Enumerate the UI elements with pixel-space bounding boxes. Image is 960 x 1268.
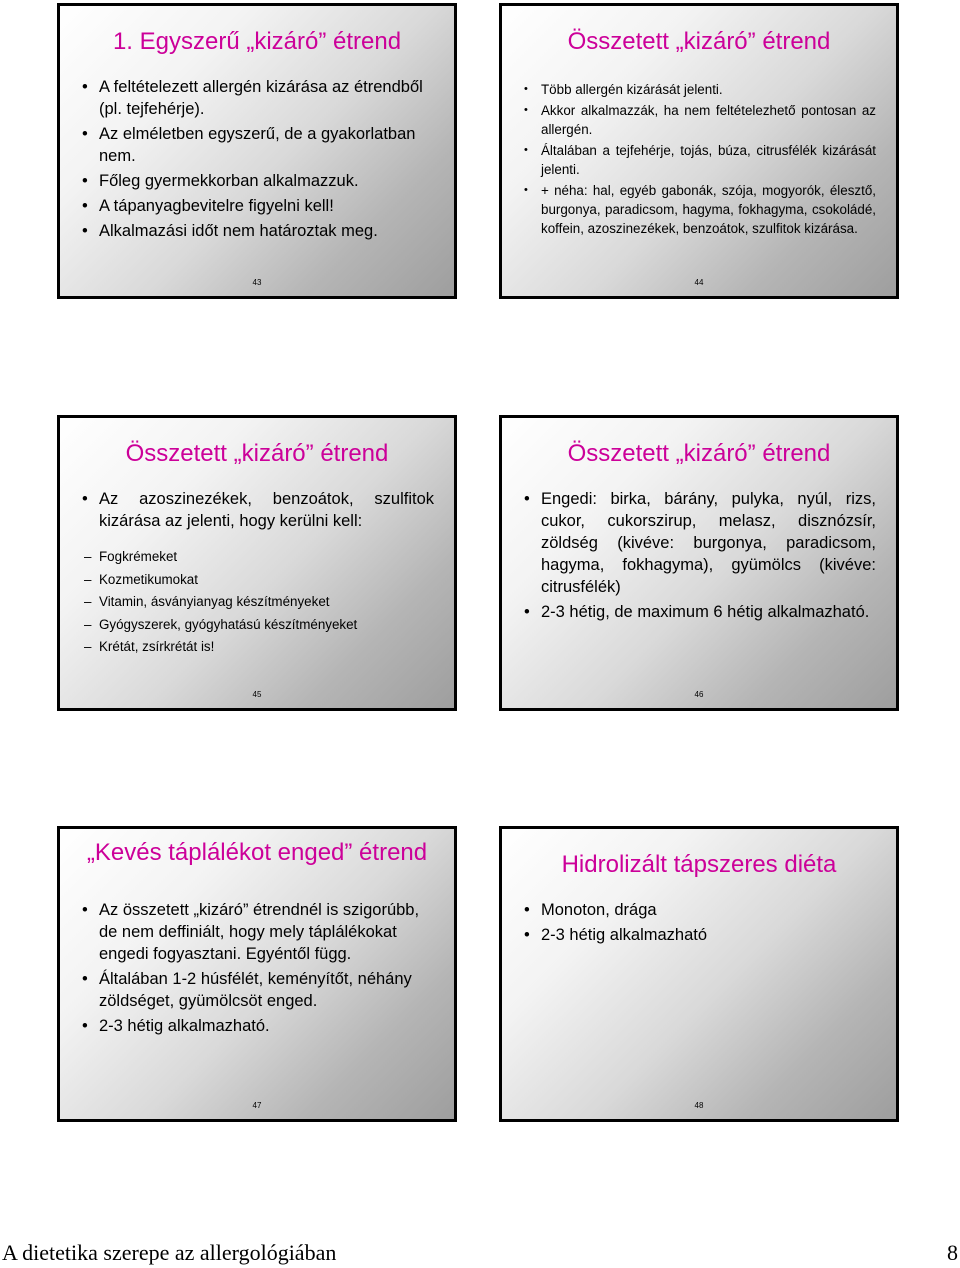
sub-item: – Fogkrémeket: [82, 546, 434, 569]
slide-title: Összetett „kizáró” étrend: [125, 440, 389, 467]
bullet-item: • 2-3 hétig, de maximum 6 hétig alkalmazható.: [524, 601, 876, 623]
slide-number: 45: [252, 690, 262, 699]
slide-45: [57, 415, 457, 711]
slide-number: 44: [694, 278, 704, 287]
bullet-item: • Általában 1-2 húsfélét, keményítőt, néhány zöldséget, gyümölcsöt enged.: [82, 968, 434, 1012]
bullet-item: • Általában a tejfehérje, tojás, búza, citrusfélék kizárását jelenti.: [524, 141, 876, 179]
sub-item: – Gyógyszerek, gyógyhatású készítményeket: [82, 614, 434, 637]
page-number: 8: [947, 1240, 958, 1265]
slide-body: [524, 488, 876, 626]
slide-47: [57, 826, 457, 1122]
bullet-item: • Több allergén kizárását jelenti.: [524, 80, 876, 99]
bullet-item: • Az összetett „kizáró” étrendnél is szigorúbb, de nem deffiniált, hogy mely táplálékokat engedi fogyasztani. Egyéntől függ.: [82, 899, 434, 965]
footer-title: A dietetika szerepe az allergológiában: [2, 1240, 337, 1265]
bullet-item: • Engedi: birka, bárány, pulyka, nyúl, rizs, cukor, cukorszirup, melasz, disznózsír, zöldség (kivéve: burgonya, paradicsom, hagyma, fokhagyma), gyümölcs (kivéve: citrusfélék): [524, 488, 876, 598]
sub-item: – Kozmetikumokat: [82, 569, 434, 592]
slide-body: [82, 899, 434, 1040]
slide-46: [499, 415, 899, 711]
slide-body: [82, 76, 434, 245]
slide-44: [499, 3, 899, 299]
slide-body: [524, 80, 876, 240]
slide-48: [499, 826, 899, 1122]
sub-item: – Krétát, zsírkrétát is!: [82, 636, 434, 659]
bullet-item: • Monoton, drága: [524, 899, 876, 921]
bullet-item: • + néha: hal, egyéb gabonák, szója, mogyorók, élesztő, burgonya, paradicsom, hagyma, fokhagyma, csokoládé, koffein, azoszinezékek, benzoátok, szulfitok kizárása.: [524, 181, 876, 238]
slide-number: 46: [694, 690, 704, 699]
bullet-item: • 2-3 hétig alkalmazható.: [82, 1015, 434, 1037]
bullet-item: • A tápanyagbevitelre figyelni kell!: [82, 195, 434, 217]
slide-body: [524, 899, 876, 949]
bullet-item: • 2-3 hétig alkalmazható: [524, 924, 876, 946]
page-footer: [0, 1240, 960, 1268]
slide-title: Hidrolizált tápszeres diéta: [561, 851, 837, 878]
slide-body: [82, 488, 434, 659]
bullet-item: • Akkor alkalmazzák, ha nem feltételezhető pontosan az allergén.: [524, 101, 876, 139]
slide-number: 43: [252, 278, 262, 287]
slide-title: „Kevés táplálékot enged” étrend: [86, 839, 428, 866]
bullet-item: • Alkalmazási időt nem határoztak meg.: [82, 220, 434, 242]
bullet-item: • A feltételezett allergén kizárása az étrendből (pl. tejfehérje).: [82, 76, 434, 120]
bullet-item: • Az elméletben egyszerű, de a gyakorlatban nem.: [82, 123, 434, 167]
bullet-item: • Az azoszinezékek, benzoátok, szulfitok kizárása az jelenti, hogy kerülni kell:: [82, 488, 434, 532]
slide-number: 48: [694, 1101, 704, 1110]
slide-title: Összetett „kizáró” étrend: [567, 440, 831, 467]
sub-item: – Vitamin, ásványianyag készítményeket: [82, 591, 434, 614]
slide-title: Összetett „kizáró” étrend: [567, 28, 831, 55]
bullet-item: • Főleg gyermekkorban alkalmazzuk.: [82, 170, 434, 192]
slide-title: 1. Egyszerű „kizáró” étrend: [112, 28, 402, 55]
sub-list: [82, 546, 434, 659]
slide-43: [57, 3, 457, 299]
slide-number: 47: [252, 1101, 262, 1110]
